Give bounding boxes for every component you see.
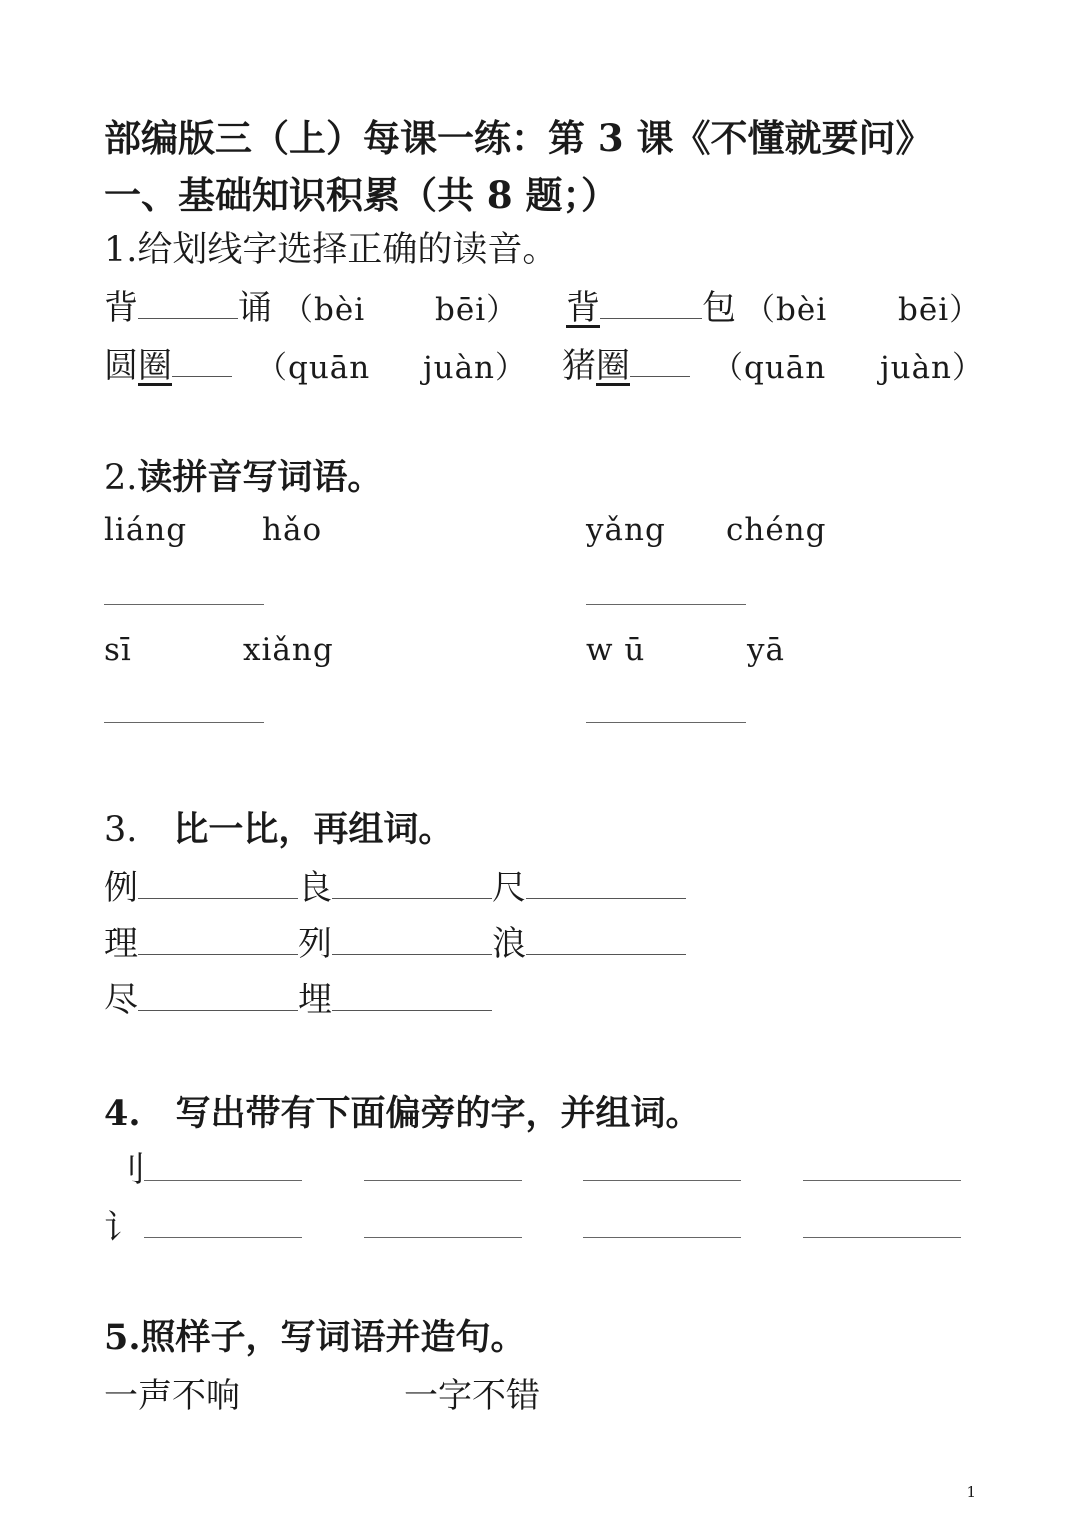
pinyin-word: yā bbox=[747, 632, 785, 668]
answer-blank[interactable] bbox=[104, 604, 264, 605]
answer-blank[interactable] bbox=[144, 1237, 302, 1238]
answer-blank[interactable] bbox=[583, 1237, 741, 1238]
q1-char: 圆 bbox=[104, 346, 138, 386]
q1-item-beisong bbox=[104, 280, 272, 329]
answer-blank[interactable] bbox=[600, 317, 702, 319]
q1-char: 诵 bbox=[238, 288, 272, 328]
q1-char: 包 bbox=[702, 288, 736, 328]
pinyin-word: xiǎng bbox=[243, 632, 334, 668]
answer-blank[interactable] bbox=[332, 1009, 492, 1011]
q1-option[interactable]: juàn） bbox=[880, 350, 985, 386]
answer-blank[interactable] bbox=[138, 1009, 298, 1011]
question-3-prompt: 3. 比一比，再组词。 bbox=[104, 809, 454, 850]
q1-item-zhuquan bbox=[562, 338, 690, 387]
q1-option[interactable]: （bèi bbox=[744, 292, 828, 328]
answer-blank[interactable] bbox=[138, 317, 238, 319]
answer-blank[interactable] bbox=[803, 1180, 961, 1181]
q1-item-beibao bbox=[566, 280, 736, 329]
pinyin-word: yǎng bbox=[586, 512, 666, 548]
q1-char-marked: 背 bbox=[566, 288, 600, 328]
q1-option[interactable]: juàn） bbox=[423, 350, 528, 386]
page-number: 1 bbox=[966, 1483, 976, 1501]
answer-blank[interactable] bbox=[526, 953, 686, 955]
answer-blank[interactable] bbox=[364, 1180, 522, 1181]
q1-char: 猪 bbox=[562, 346, 596, 386]
answer-blank[interactable] bbox=[332, 897, 492, 899]
question-1-prompt: 1.给划线字选择正确的读音。 bbox=[104, 230, 558, 270]
answer-blank[interactable] bbox=[172, 375, 232, 377]
answer-blank[interactable] bbox=[138, 953, 298, 955]
radical: 刂 bbox=[112, 1150, 146, 1190]
question-4-prompt: 4. 写出带有下面偏旁的字，并组词。 bbox=[104, 1093, 701, 1134]
answer-blank[interactable] bbox=[332, 953, 492, 955]
q1-option[interactable]: bēi） bbox=[898, 292, 982, 328]
q1-char: 背 bbox=[104, 288, 138, 328]
example-word: 一声不响 bbox=[104, 1376, 240, 1416]
q1-char-marked: 圈 bbox=[596, 346, 630, 386]
answer-blank[interactable] bbox=[104, 722, 264, 723]
q1-option[interactable]: （bèi bbox=[282, 292, 366, 328]
example-word: 一字不错 bbox=[404, 1376, 540, 1416]
q1-option[interactable]: （quān bbox=[256, 350, 371, 386]
pinyin-word: w ū bbox=[586, 632, 646, 668]
q1-option[interactable]: （quān bbox=[712, 350, 827, 386]
pinyin-word: hǎo bbox=[262, 512, 323, 548]
pinyin-word: liáng bbox=[104, 512, 188, 548]
answer-blank[interactable] bbox=[586, 604, 746, 605]
answer-blank[interactable] bbox=[583, 1180, 741, 1181]
q3-row: 理 列 浪 bbox=[104, 916, 686, 965]
q3-row: 例 良 尺 bbox=[104, 860, 686, 909]
question-5-prompt: 5.照样子，写词语并造句。 bbox=[104, 1317, 526, 1358]
q1-option[interactable]: bēi） bbox=[435, 292, 519, 328]
answer-blank[interactable] bbox=[364, 1237, 522, 1238]
answer-blank[interactable] bbox=[630, 375, 690, 377]
q3-row: 尽 埋 bbox=[104, 972, 492, 1021]
q1-item-yuanquan bbox=[104, 338, 232, 387]
answer-blank[interactable] bbox=[526, 897, 686, 899]
answer-blank[interactable] bbox=[144, 1180, 302, 1181]
answer-blank[interactable] bbox=[586, 722, 746, 723]
answer-blank[interactable] bbox=[138, 897, 298, 899]
worksheet-title: 部编版三（上）每课一练：第 3 课《不懂就要问》 bbox=[104, 116, 933, 160]
q1-char-marked: 圈 bbox=[138, 346, 172, 386]
section-heading: 一、基础知识积累（共 8 题；） bbox=[104, 173, 619, 217]
radical: 讠 bbox=[104, 1208, 138, 1248]
question-2-prompt: 2.读拼音写词语。 bbox=[104, 457, 383, 498]
pinyin-word: sī bbox=[104, 632, 132, 668]
pinyin-word: chéng bbox=[726, 512, 827, 548]
answer-blank[interactable] bbox=[803, 1237, 961, 1238]
